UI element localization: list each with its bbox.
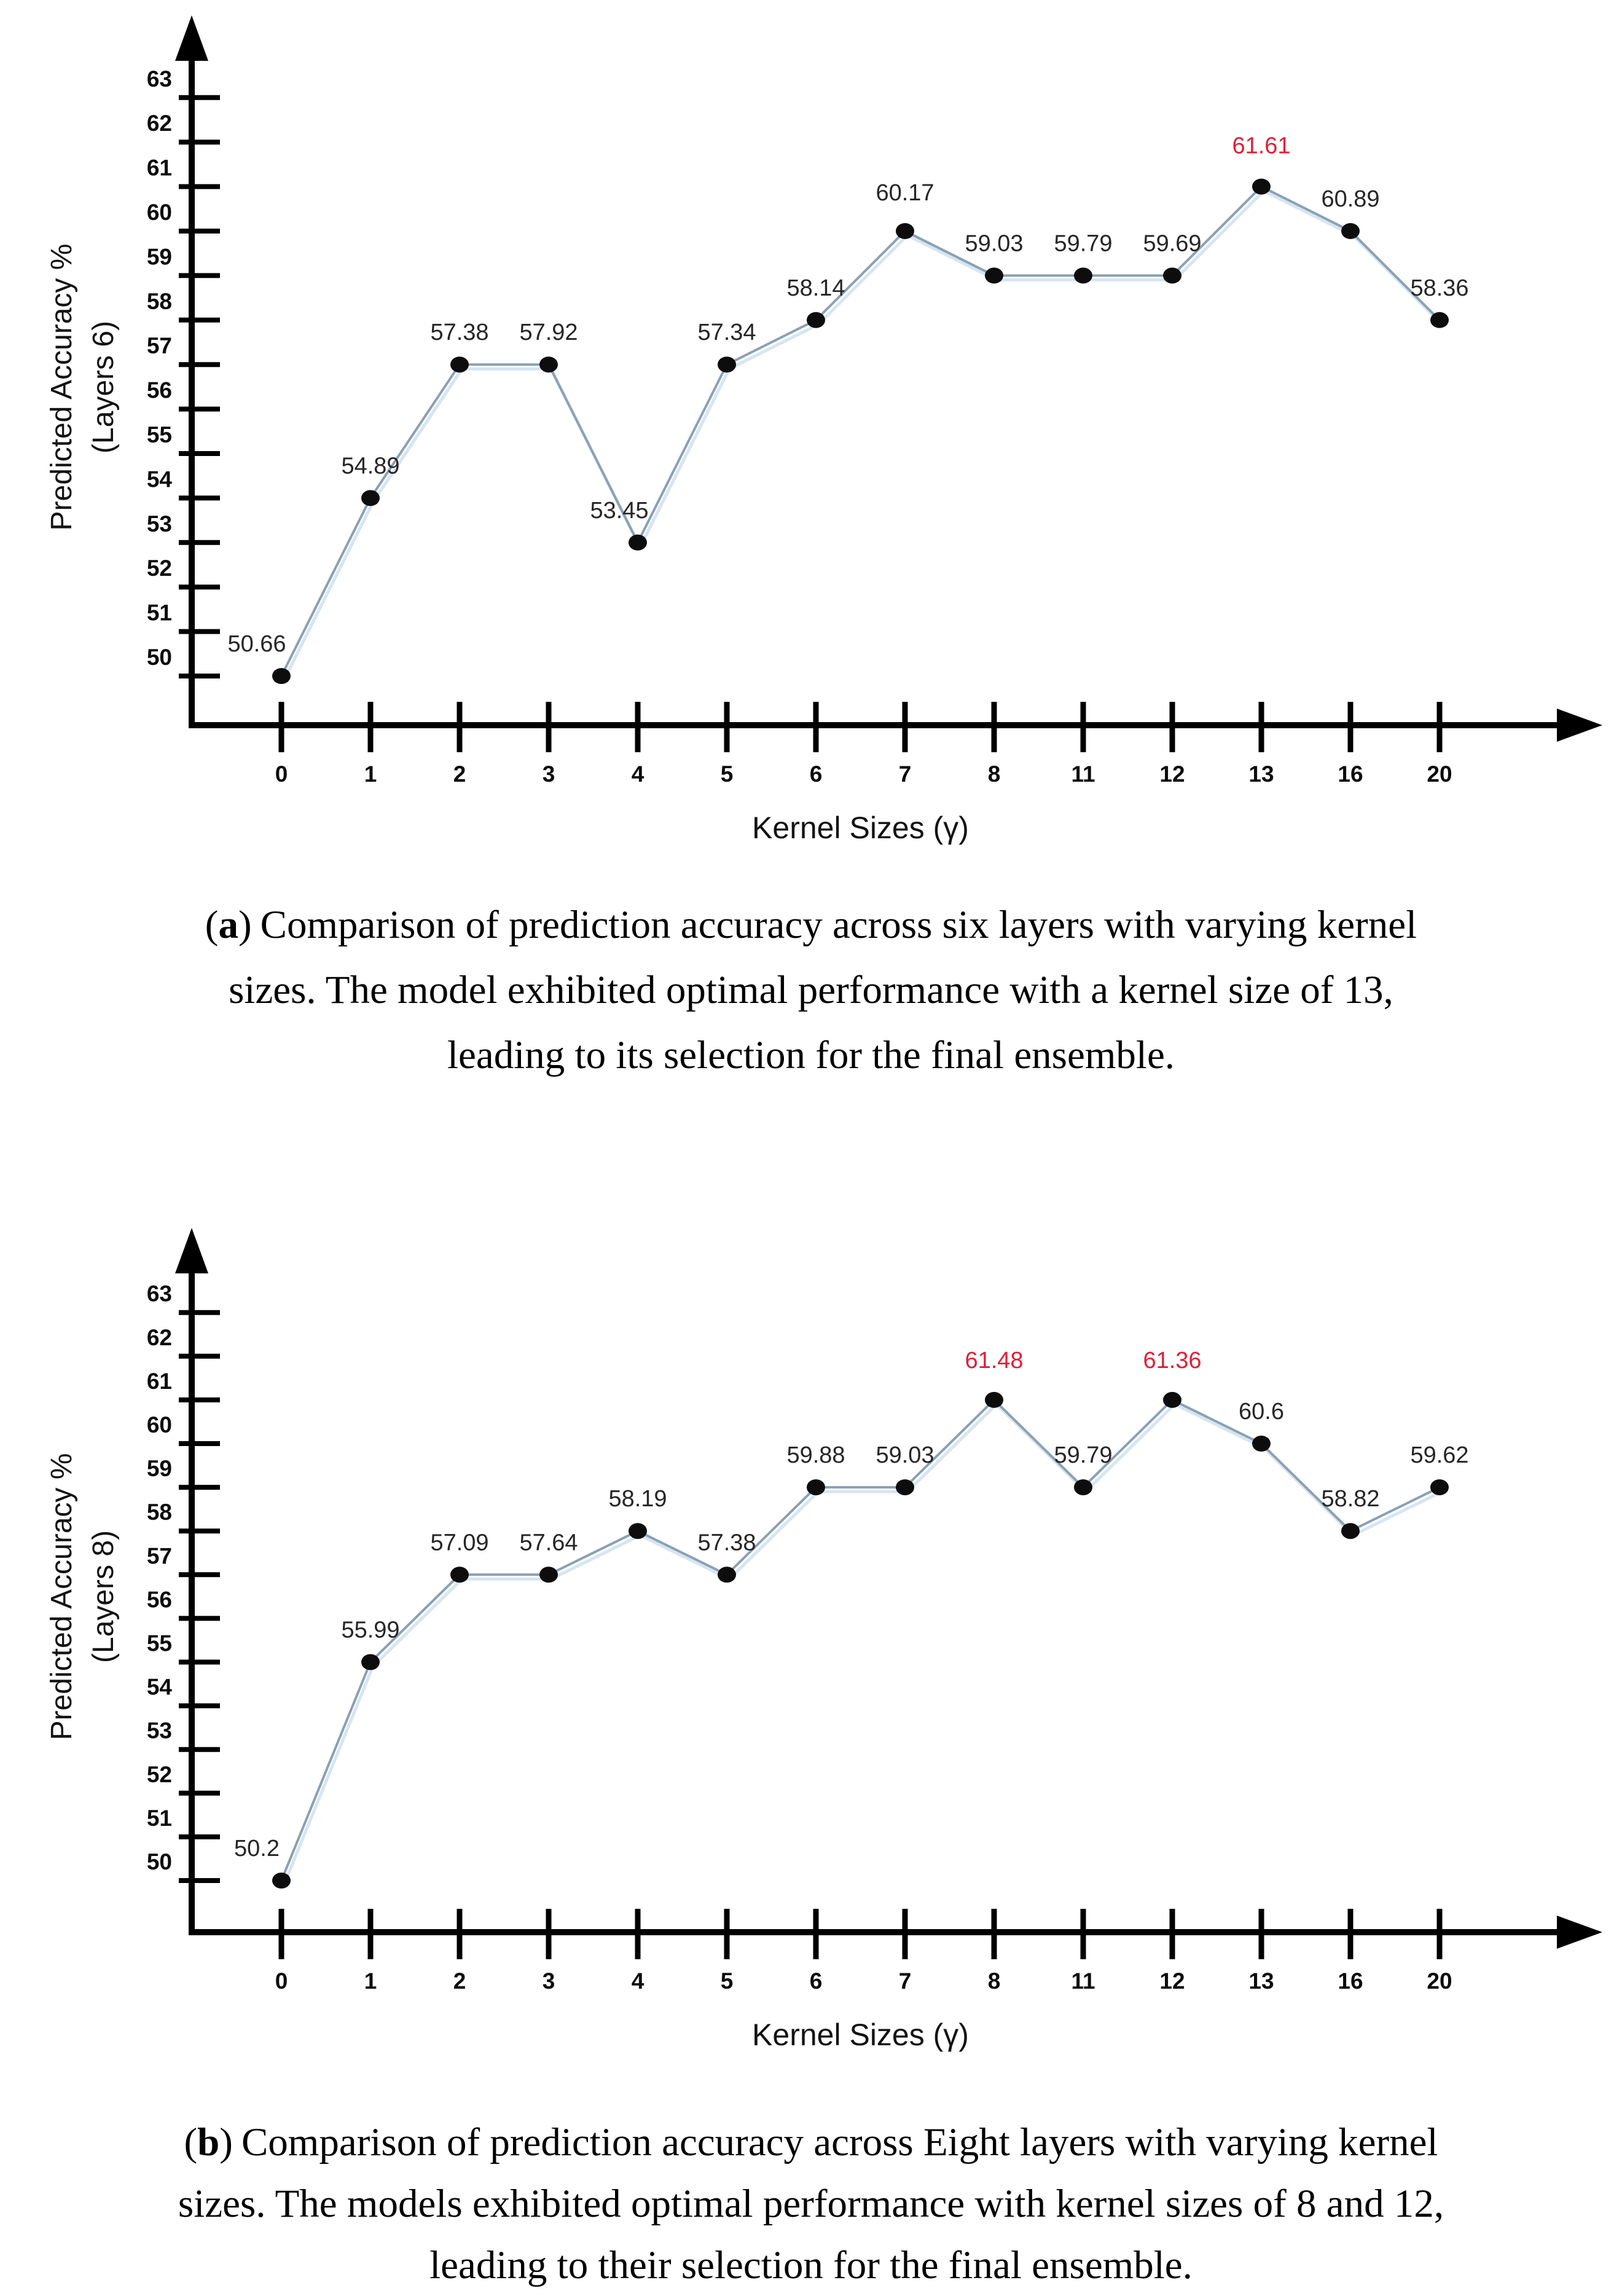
y-tick-label: 62 <box>146 111 172 136</box>
data-point-label: 58.82 <box>1321 1486 1380 1512</box>
y-axis-arrow-icon <box>175 1228 208 1273</box>
x-axis-arrow-icon <box>1557 1916 1602 1949</box>
x-tick-label: 2 <box>453 1968 466 1994</box>
data-point-label: 58.19 <box>608 1486 667 1512</box>
caption-b-line3: leading to their selection for the final ensemble. <box>429 2243 1193 2287</box>
y-tick-label: 60 <box>146 200 172 225</box>
y-tick-label: 54 <box>146 1674 172 1700</box>
series-line-shadow <box>284 191 1442 680</box>
x-tick-label: 12 <box>1159 761 1185 787</box>
data-point-label: 55.99 <box>341 1617 400 1643</box>
data-point-label: 54.89 <box>341 453 400 479</box>
y-axis-title-line1: Predicted Accuracy % <box>45 243 78 531</box>
y-tick-label: 56 <box>146 377 172 403</box>
x-tick-label: 1 <box>364 1968 377 1994</box>
caption-b-line1 <box>0 2112 1622 2173</box>
y-tick-label: 52 <box>146 1761 172 1787</box>
y-tick-label: 59 <box>146 1456 172 1482</box>
y-tick-label: 51 <box>146 600 172 626</box>
y-tick-label: 61 <box>146 1368 172 1394</box>
x-tick-label: 6 <box>809 1968 823 1994</box>
chart-layers6 <box>0 0 1622 879</box>
data-point-label: 57.34 <box>697 320 756 346</box>
data-point <box>807 1479 825 1495</box>
data-point-label: 57.38 <box>697 1530 756 1556</box>
x-tick-label: 4 <box>631 761 644 787</box>
x-tick-label: 4 <box>631 1968 644 1994</box>
x-tick-label: 7 <box>898 761 912 787</box>
data-point-label: 59.79 <box>1054 230 1113 257</box>
y-tick-label: 59 <box>146 244 172 270</box>
x-tick-label: 8 <box>987 761 1001 787</box>
y-tick-label: 61 <box>146 155 172 181</box>
data-point <box>985 1392 1003 1408</box>
data-point-label-highlight: 61.48 <box>965 1347 1024 1374</box>
y-tick-label: 58 <box>146 1500 172 1525</box>
data-point <box>718 356 736 372</box>
data-point <box>272 1873 291 1889</box>
y-tick-label: 51 <box>146 1805 172 1831</box>
data-point <box>896 1479 914 1495</box>
x-tick-label: 3 <box>542 1968 555 1994</box>
x-tick-label: 16 <box>1338 761 1363 787</box>
y-tick-label: 50 <box>146 1849 172 1874</box>
y-axis-arrow-icon <box>175 15 208 61</box>
x-tick-label: 12 <box>1159 1968 1185 1994</box>
y-tick-label: 63 <box>146 66 172 92</box>
y-tick-label: 62 <box>146 1324 172 1350</box>
data-point-label: 59.03 <box>965 230 1024 257</box>
x-axis-title: Kernel Sizes (γ) <box>752 811 969 845</box>
data-point <box>539 1567 558 1582</box>
x-tick-label: 0 <box>275 761 288 787</box>
x-axis-title: Kernel Sizes (γ) <box>752 2018 969 2052</box>
y-tick-label: 57 <box>146 333 172 359</box>
y-axis-title-line1: Predicted Accuracy % <box>45 1453 78 1740</box>
data-point <box>807 312 825 328</box>
data-point <box>361 1654 380 1670</box>
series-line <box>281 1400 1440 1881</box>
x-tick-label: 7 <box>898 1968 912 1994</box>
series-line <box>281 187 1440 676</box>
caption-a-line2: sizes. The model exhibited optimal performance with a kernel size of 13, <box>229 968 1393 1012</box>
y-tick-label: 57 <box>146 1543 172 1569</box>
data-point-label: 59.88 <box>786 1442 845 1469</box>
x-tick-label: 1 <box>364 761 377 787</box>
y-tick-label: 54 <box>146 466 172 492</box>
data-point-label: 59.79 <box>1054 1442 1113 1469</box>
data-point-label: 59.03 <box>876 1442 934 1469</box>
x-tick-label: 20 <box>1427 1968 1452 1994</box>
caption-a-marker: (a) <box>205 903 252 947</box>
y-tick-label: 55 <box>146 1630 172 1656</box>
data-point <box>450 356 469 372</box>
caption-a-text1: Comparison of prediction accuracy across six layers with varying kernel <box>260 903 1417 947</box>
y-tick-label: 50 <box>146 645 172 670</box>
data-point <box>1163 267 1181 283</box>
y-tick-label: 60 <box>146 1412 172 1437</box>
y-axis-title-line2: (Layers 8) <box>87 1530 120 1664</box>
data-point-label: 60.6 <box>1239 1399 1284 1425</box>
caption-b-line2: sizes. The models exhibited optimal performance with kernel sizes of 8 and 12, <box>178 2182 1444 2226</box>
y-tick-label: 52 <box>146 556 172 581</box>
data-point <box>539 356 558 372</box>
y-tick-label: 63 <box>146 1281 172 1307</box>
x-tick-label: 0 <box>275 1968 288 1994</box>
data-point <box>1252 1436 1271 1452</box>
data-point <box>361 490 380 506</box>
data-point-label: 59.69 <box>1143 230 1202 257</box>
caption-a-line3: leading to its selection for the final ensemble. <box>447 1033 1175 1077</box>
data-point <box>629 535 647 551</box>
data-point-label: 58.36 <box>1410 275 1469 301</box>
x-tick-label: 8 <box>987 1968 1001 1994</box>
data-point <box>1430 312 1449 328</box>
y-axis-title-line2: (Layers 6) <box>87 320 120 454</box>
data-point-label-highlight: 61.61 <box>1232 133 1291 159</box>
x-tick-label: 5 <box>720 761 734 787</box>
x-tick-label: 11 <box>1071 761 1095 787</box>
data-point <box>1341 1523 1360 1539</box>
x-tick-label: 6 <box>809 761 823 787</box>
caption-a-line1 <box>0 892 1622 957</box>
data-point <box>1074 1479 1092 1495</box>
x-tick-label: 13 <box>1248 1968 1274 1994</box>
x-tick-label: 13 <box>1248 761 1274 787</box>
x-tick-label: 20 <box>1427 761 1452 787</box>
caption-b-text1: Comparison of prediction accuracy across Eight layers with varying kernel <box>241 2120 1438 2164</box>
x-tick-label: 5 <box>720 1968 734 1994</box>
data-point-label-highlight: 61.36 <box>1143 1347 1202 1374</box>
caption-b <box>0 2112 1622 2296</box>
data-point <box>450 1567 469 1582</box>
caption-b-marker: (b) <box>184 2120 233 2164</box>
data-point <box>629 1523 647 1539</box>
y-tick-label: 58 <box>146 288 172 314</box>
data-point <box>896 223 914 239</box>
data-point <box>1074 267 1092 283</box>
data-point <box>1252 179 1271 195</box>
y-tick-label: 53 <box>146 511 172 537</box>
y-tick-label: 53 <box>146 1718 172 1744</box>
data-point <box>985 267 1003 283</box>
data-point <box>1341 223 1360 239</box>
data-point-label: 60.89 <box>1321 186 1380 212</box>
data-point-label: 57.38 <box>430 320 489 346</box>
y-tick-label: 56 <box>146 1587 172 1613</box>
series-line-shadow <box>284 1404 1442 1885</box>
x-tick-label: 3 <box>542 761 555 787</box>
data-point-label: 60.17 <box>876 180 934 206</box>
x-tick-label: 2 <box>453 761 466 787</box>
data-point-label: 59.62 <box>1410 1442 1469 1469</box>
x-tick-label: 11 <box>1071 1968 1095 1994</box>
data-point-label: 50.66 <box>227 631 286 657</box>
data-point-label: 57.64 <box>519 1530 578 1556</box>
data-point-label: 50.2 <box>234 1836 280 1862</box>
data-point-label: 57.92 <box>519 320 578 346</box>
data-point <box>272 668 291 684</box>
data-point <box>718 1567 736 1582</box>
data-point-label: 53.45 <box>590 497 649 524</box>
y-tick-label: 55 <box>146 422 172 447</box>
x-tick-label: 16 <box>1338 1968 1363 1994</box>
caption-a <box>0 892 1622 1088</box>
data-point <box>1163 1392 1181 1408</box>
data-point-label: 57.09 <box>430 1530 489 1556</box>
chart-layers8 <box>0 1198 1622 2071</box>
data-point <box>1430 1479 1449 1495</box>
data-point-label: 58.14 <box>786 275 845 301</box>
x-axis-arrow-icon <box>1557 709 1602 742</box>
